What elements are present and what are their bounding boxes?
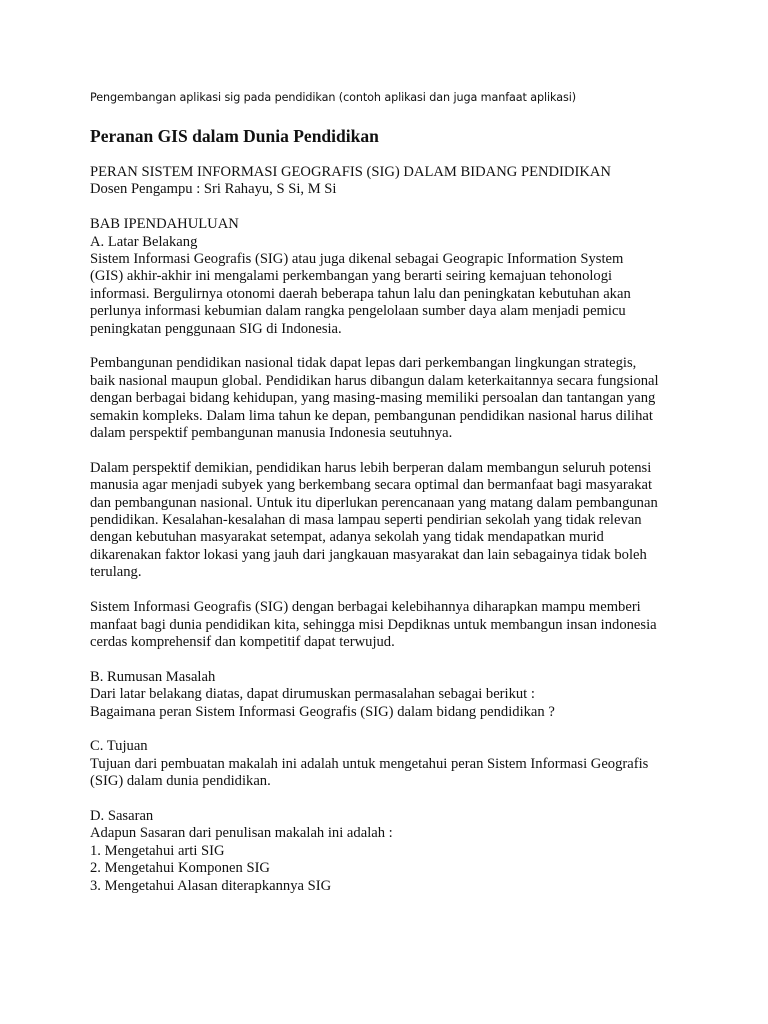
paragraph-line: manfaat bagi dunia pendidikan kita, sehingga misi Depdiknas untuk membangun insan indonesia [90, 616, 657, 633]
paragraph-line: Pembangunan pendidikan nasional tidak dapat lepas dari perkembangan lingkungan strategis, [90, 355, 637, 372]
paragraph-latar-belakang-3 [90, 460, 690, 582]
paragraph-line: informasi. Bergulirnya otonomi daerah beberapa tahun lalu dan peningkatan kebutuhan akan [90, 285, 631, 302]
lecturer-line: Dosen Pengampu : Sri Rahayu, S Si, M Si [90, 181, 337, 198]
paragraph-latar-belakang-1 [90, 251, 690, 338]
paragraph-line: dikarenakan faktor lokasi yang jauh dari jangkauan masyarakat dan lain sebagainya tidak boleh [90, 546, 647, 563]
paragraph-line: cerdas komprehensif dan kompetitif dapat terwujud. [90, 633, 395, 650]
paragraph-line: dalam perspektif pembangunan manusia Indonesia seutuhnya. [90, 425, 453, 442]
paragraph-line: pendidikan. Kesalahan-kesalahan di masa lampau seperti pendirian sekolah yang tidak relevan [90, 512, 642, 529]
paragraph-latar-belakang-4 [90, 599, 690, 651]
section-heading-c: C. Tujuan [90, 738, 148, 755]
section-heading-a: A. Latar Belakang [90, 233, 198, 250]
paragraph-line: Sistem Informasi Geografis (SIG) atau juga dikenal sebagai Geograpic Information System [90, 251, 624, 268]
tujuan-line: Tujuan dari pembuatan makalah ini adalah untuk mengetahui peran Sistem Informasi Geografis [90, 755, 649, 772]
section-heading-d: D. Sasaran [90, 807, 154, 824]
paragraph-line: manusia agar menjadi subyek yang berkembang secara optimal dan bermanfaat bagi masyarakat [90, 477, 653, 494]
sasaran-intro: Adapun Sasaran dari penulisan makalah ini adalah : [90, 825, 393, 842]
list-item: 2. Mengetahui Komponen SIG [90, 860, 270, 877]
spacer [90, 721, 690, 738]
paragraph-line: peningkatan penggunaan SIG di Indonesia. [90, 320, 342, 337]
chapter-heading: BAB IPENDAHULUAN [90, 216, 239, 233]
paragraph-line: baik nasional maupun global. Pendidikan harus dibangun dalam keterkaitannya secara fungsional [90, 372, 659, 389]
spacer [90, 199, 690, 216]
list-item: 3. Mengetahui Alasan diterapkannya SIG [90, 877, 332, 894]
document-title: Peranan GIS dalam Dunia Pendidikan [90, 126, 379, 146]
paragraph-line: dengan berbagai bidang kehidupan, yang masing-masing memiliki persoalan dan tantangan yang [90, 390, 656, 407]
section-heading-b: B. Rumusan Masalah [90, 668, 216, 685]
paragraph-line: dan pembangunan nasional. Untuk itu diperlukan perencanaan yang matang dalam pembangunan [90, 494, 658, 511]
paragraph-line: (GIS) akhir-akhir ini mengalami perkembangan yang berarti seiring kemajuan tehonologi [90, 268, 613, 285]
subtitle: PERAN SISTEM INFORMASI GEOGRAFIS (SIG) DALAM BIDANG PENDIDIKAN [90, 164, 611, 180]
paragraph-latar-belakang-2 [90, 355, 690, 442]
spacer [90, 442, 690, 459]
paragraph-line: semakin kompleks. Dalam lima tahun ke depan, pembangunan pendidikan nasional harus dilihat [90, 407, 653, 424]
paragraph-line: terulang. [90, 564, 142, 581]
paragraph-line: Dalam perspektif demikian, pendidikan harus lebih berperan dalam membangun seluruh potensi [90, 459, 652, 476]
rumusan-line: Bagaimana peran Sistem Informasi Geografis (SIG) dalam bidang pendidikan ? [90, 703, 555, 720]
spacer [90, 651, 690, 668]
spacer [90, 338, 690, 355]
spacer [90, 791, 690, 808]
paragraph-line: Sistem Informasi Geografis (SIG) dengan berbagai kelebihannya diharapkan mampu memberi [90, 599, 641, 616]
tujuan-line: (SIG) dalam dunia pendidikan. [90, 773, 271, 790]
spacer [90, 582, 690, 599]
list-item: 1. Mengetahui arti SIG [90, 842, 225, 859]
paragraph-line: dengan kebutuhan masyarakat setempat, adanya sekolah yang tidak mendapatkan murid [90, 529, 604, 546]
document-header: Pengembangan aplikasi sig pada pendidikan (contoh aplikasi dan juga manfaat aplikasi) [90, 91, 577, 104]
paragraph-line: perlunya informasi kebumian dalam rangka pengelolaan sumber daya alam menjadi pemicu [90, 303, 626, 320]
document-body [90, 164, 690, 895]
rumusan-line: Dari latar belakang diatas, dapat dirumuskan permasalahan sebagai berikut : [90, 686, 535, 703]
